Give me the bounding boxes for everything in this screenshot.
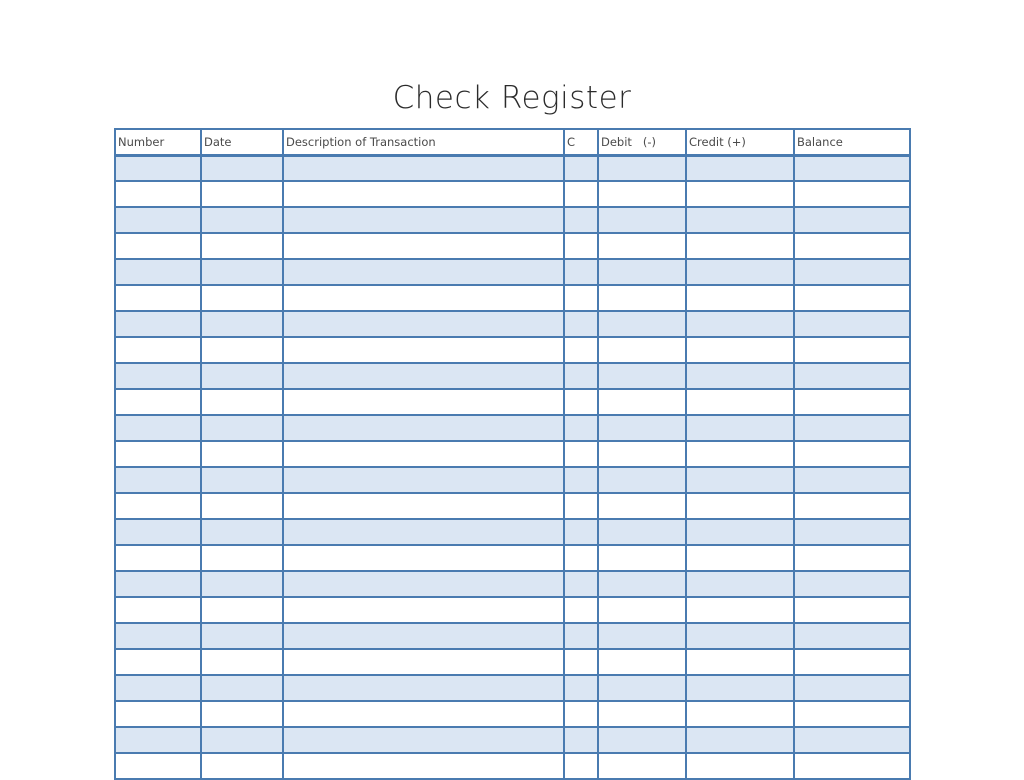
cell-description[interactable]: [283, 493, 564, 519]
cell-number[interactable]: [115, 207, 201, 233]
column-header-credit: Credit (+): [686, 129, 794, 155]
table-row: [115, 207, 910, 233]
cell-debit[interactable]: [598, 753, 686, 779]
cell-description[interactable]: [283, 597, 564, 623]
cell-credit[interactable]: [686, 623, 794, 649]
cell-debit[interactable]: [598, 701, 686, 727]
column-header-number: Number: [115, 129, 201, 155]
table-row: [115, 363, 910, 389]
table-row: [115, 285, 910, 311]
cell-debit[interactable]: [598, 337, 686, 363]
cell-number[interactable]: [115, 623, 201, 649]
cell-credit[interactable]: [686, 155, 794, 181]
cell-cleared[interactable]: [564, 545, 598, 571]
cell-date[interactable]: [201, 415, 283, 441]
cell-description[interactable]: [283, 311, 564, 337]
cell-number[interactable]: [115, 285, 201, 311]
cell-description[interactable]: [283, 623, 564, 649]
column-header-cleared: C: [564, 129, 598, 155]
column-header-description: Description of Transaction: [283, 129, 564, 155]
cell-debit[interactable]: [598, 493, 686, 519]
column-header-date: Date: [201, 129, 283, 155]
table-row: [115, 519, 910, 545]
cell-balance[interactable]: [794, 493, 910, 519]
cell-cleared[interactable]: [564, 285, 598, 311]
cell-description[interactable]: [283, 337, 564, 363]
cell-cleared[interactable]: [564, 571, 598, 597]
cell-debit[interactable]: [598, 259, 686, 285]
cell-cleared[interactable]: [564, 155, 598, 181]
cell-date[interactable]: [201, 753, 283, 779]
cell-date[interactable]: [201, 155, 283, 181]
cell-cleared[interactable]: [564, 207, 598, 233]
cell-cleared[interactable]: [564, 337, 598, 363]
cell-description[interactable]: [283, 389, 564, 415]
table-row: [115, 415, 910, 441]
cell-balance[interactable]: [794, 363, 910, 389]
page-title: Check Register: [392, 80, 632, 116]
cell-balance[interactable]: [794, 727, 910, 753]
cell-cleared[interactable]: [564, 753, 598, 779]
cell-date[interactable]: [201, 701, 283, 727]
column-header-debit: Debit (-): [598, 129, 686, 155]
cell-date[interactable]: [201, 389, 283, 415]
cell-credit[interactable]: [686, 727, 794, 753]
cell-cleared[interactable]: [564, 311, 598, 337]
table-row: [115, 649, 910, 675]
cell-date[interactable]: [201, 441, 283, 467]
cell-debit[interactable]: [598, 597, 686, 623]
table-row: [115, 441, 910, 467]
cell-balance[interactable]: [794, 545, 910, 571]
cell-credit[interactable]: [686, 519, 794, 545]
cell-number[interactable]: [115, 649, 201, 675]
cell-cleared[interactable]: [564, 389, 598, 415]
cell-date[interactable]: [201, 545, 283, 571]
cell-number[interactable]: [115, 337, 201, 363]
cell-balance[interactable]: [794, 701, 910, 727]
table-row: [115, 623, 910, 649]
cell-credit[interactable]: [686, 493, 794, 519]
cell-credit[interactable]: [686, 545, 794, 571]
cell-number[interactable]: [115, 545, 201, 571]
cell-debit[interactable]: [598, 519, 686, 545]
cell-debit[interactable]: [598, 207, 686, 233]
cell-description[interactable]: [283, 571, 564, 597]
cell-date[interactable]: [201, 649, 283, 675]
table-row: [115, 181, 910, 207]
cell-description[interactable]: [283, 363, 564, 389]
cell-date[interactable]: [201, 623, 283, 649]
table-row: [115, 311, 910, 337]
cell-description[interactable]: [283, 155, 564, 181]
cell-balance[interactable]: [794, 571, 910, 597]
cell-credit[interactable]: [686, 363, 794, 389]
cell-credit[interactable]: [686, 259, 794, 285]
cell-debit[interactable]: [598, 363, 686, 389]
table-row: [115, 753, 910, 779]
cell-cleared[interactable]: [564, 493, 598, 519]
cell-credit[interactable]: [686, 389, 794, 415]
cell-credit[interactable]: [686, 337, 794, 363]
cell-date[interactable]: [201, 233, 283, 259]
cell-number[interactable]: [115, 701, 201, 727]
cell-credit[interactable]: [686, 285, 794, 311]
cell-cleared[interactable]: [564, 701, 598, 727]
cell-debit[interactable]: [598, 727, 686, 753]
cell-debit[interactable]: [598, 441, 686, 467]
cell-description[interactable]: [283, 649, 564, 675]
cell-credit[interactable]: [686, 441, 794, 467]
cell-date[interactable]: [201, 181, 283, 207]
cell-balance[interactable]: [794, 649, 910, 675]
cell-credit[interactable]: [686, 649, 794, 675]
cell-credit[interactable]: [686, 675, 794, 701]
cell-description[interactable]: [283, 441, 564, 467]
cell-number[interactable]: [115, 155, 201, 181]
cell-balance[interactable]: [794, 415, 910, 441]
cell-credit[interactable]: [686, 753, 794, 779]
cell-balance[interactable]: [794, 233, 910, 259]
cell-cleared[interactable]: [564, 675, 598, 701]
cell-cleared[interactable]: [564, 519, 598, 545]
cell-balance[interactable]: [794, 467, 910, 493]
cell-number[interactable]: [115, 597, 201, 623]
table-row: [115, 701, 910, 727]
cell-date[interactable]: [201, 571, 283, 597]
cell-description[interactable]: [283, 701, 564, 727]
cell-balance[interactable]: [794, 441, 910, 467]
cell-debit[interactable]: [598, 311, 686, 337]
table-row: [115, 727, 910, 753]
table-row: [115, 233, 910, 259]
cell-description[interactable]: [283, 519, 564, 545]
cell-debit[interactable]: [598, 389, 686, 415]
cell-balance[interactable]: [794, 155, 910, 181]
cell-credit[interactable]: [686, 181, 794, 207]
cell-balance[interactable]: [794, 181, 910, 207]
cell-number[interactable]: [115, 233, 201, 259]
cell-date[interactable]: [201, 519, 283, 545]
table-row: [115, 493, 910, 519]
column-header-balance: Balance: [794, 129, 910, 155]
cell-number[interactable]: [115, 753, 201, 779]
cell-date[interactable]: [201, 207, 283, 233]
cell-debit[interactable]: [598, 415, 686, 441]
cell-number[interactable]: [115, 519, 201, 545]
cell-debit[interactable]: [598, 233, 686, 259]
cell-number[interactable]: [115, 675, 201, 701]
header-row: [115, 129, 910, 155]
cell-debit[interactable]: [598, 545, 686, 571]
cell-description[interactable]: [283, 753, 564, 779]
cell-balance[interactable]: [794, 389, 910, 415]
cell-cleared[interactable]: [564, 727, 598, 753]
cell-debit[interactable]: [598, 467, 686, 493]
cell-credit[interactable]: [686, 311, 794, 337]
cell-number[interactable]: [115, 181, 201, 207]
cell-credit[interactable]: [686, 233, 794, 259]
cell-cleared[interactable]: [564, 415, 598, 441]
table-row: [115, 389, 910, 415]
cell-cleared[interactable]: [564, 597, 598, 623]
cell-date[interactable]: [201, 467, 283, 493]
cell-credit[interactable]: [686, 571, 794, 597]
cell-balance[interactable]: [794, 675, 910, 701]
cell-number[interactable]: [115, 441, 201, 467]
cell-cleared[interactable]: [564, 233, 598, 259]
cell-balance[interactable]: [794, 337, 910, 363]
cell-date[interactable]: [201, 311, 283, 337]
cell-description[interactable]: [283, 285, 564, 311]
cell-number[interactable]: [115, 311, 201, 337]
table-row: [115, 467, 910, 493]
table-row: [115, 259, 910, 285]
table-row: [115, 545, 910, 571]
cell-description[interactable]: [283, 675, 564, 701]
cell-cleared[interactable]: [564, 623, 598, 649]
table-row: [115, 597, 910, 623]
cell-number[interactable]: [115, 571, 201, 597]
cell-credit[interactable]: [686, 701, 794, 727]
cell-description[interactable]: [283, 259, 564, 285]
cell-credit[interactable]: [686, 207, 794, 233]
cell-cleared[interactable]: [564, 363, 598, 389]
cell-description[interactable]: [283, 727, 564, 753]
cell-balance[interactable]: [794, 311, 910, 337]
cell-date[interactable]: [201, 337, 283, 363]
cell-description[interactable]: [283, 181, 564, 207]
cell-date[interactable]: [201, 493, 283, 519]
cell-date[interactable]: [201, 727, 283, 753]
cell-description[interactable]: [283, 545, 564, 571]
cell-date[interactable]: [201, 259, 283, 285]
register-body: [115, 155, 910, 779]
cell-cleared[interactable]: [564, 441, 598, 467]
cell-balance[interactable]: [794, 519, 910, 545]
cell-balance[interactable]: [794, 623, 910, 649]
table-row: [115, 337, 910, 363]
cell-cleared[interactable]: [564, 181, 598, 207]
cell-credit[interactable]: [686, 597, 794, 623]
cell-balance[interactable]: [794, 597, 910, 623]
cell-debit[interactable]: [598, 155, 686, 181]
table-row: [115, 675, 910, 701]
cell-debit[interactable]: [598, 675, 686, 701]
cell-number[interactable]: [115, 415, 201, 441]
cell-balance[interactable]: [794, 207, 910, 233]
cell-description[interactable]: [283, 415, 564, 441]
cell-credit[interactable]: [686, 415, 794, 441]
cell-date[interactable]: [201, 363, 283, 389]
cell-balance[interactable]: [794, 285, 910, 311]
cell-cleared[interactable]: [564, 467, 598, 493]
cell-balance[interactable]: [794, 259, 910, 285]
cell-date[interactable]: [201, 597, 283, 623]
cell-number[interactable]: [115, 389, 201, 415]
table-row: [115, 155, 910, 181]
cell-credit[interactable]: [686, 467, 794, 493]
cell-balance[interactable]: [794, 753, 910, 779]
cell-date[interactable]: [201, 675, 283, 701]
cell-number[interactable]: [115, 493, 201, 519]
cell-cleared[interactable]: [564, 649, 598, 675]
cell-description[interactable]: [283, 467, 564, 493]
cell-description[interactable]: [283, 233, 564, 259]
cell-debit[interactable]: [598, 571, 686, 597]
cell-debit[interactable]: [598, 181, 686, 207]
table-row: [115, 571, 910, 597]
cell-description[interactable]: [283, 207, 564, 233]
cell-number[interactable]: [115, 467, 201, 493]
check-register-table: [114, 128, 911, 780]
cell-number[interactable]: [115, 727, 201, 753]
cell-cleared[interactable]: [564, 259, 598, 285]
cell-debit[interactable]: [598, 623, 686, 649]
cell-number[interactable]: [115, 363, 201, 389]
cell-debit[interactable]: [598, 285, 686, 311]
cell-date[interactable]: [201, 285, 283, 311]
cell-number[interactable]: [115, 259, 201, 285]
cell-debit[interactable]: [598, 649, 686, 675]
